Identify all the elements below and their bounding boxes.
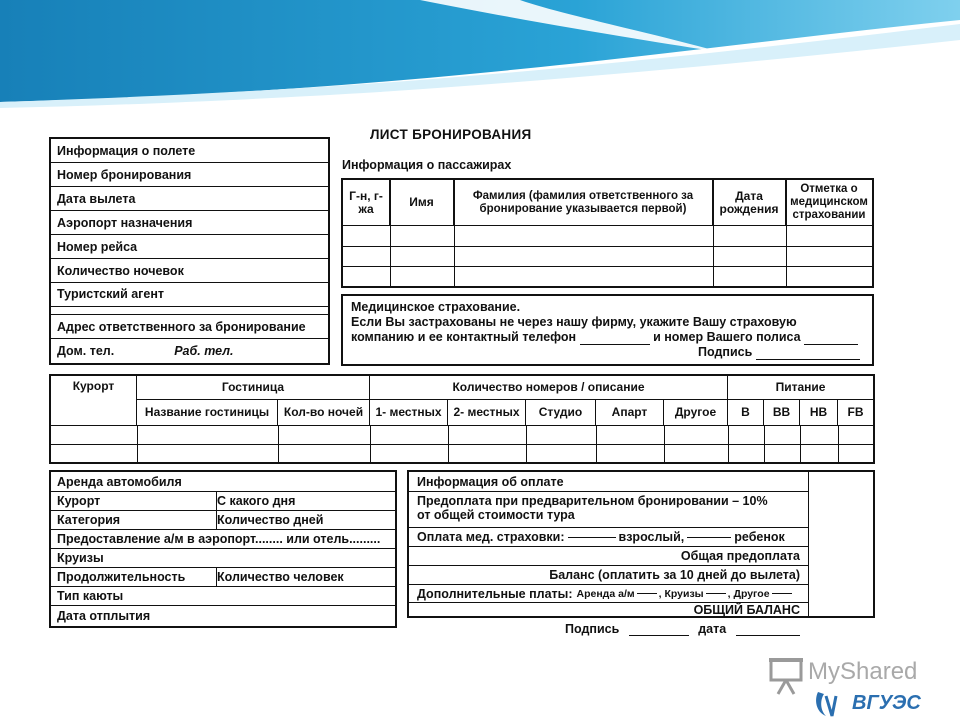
insurance-sign-field[interactable] [756, 359, 860, 360]
payment-heading-cell [409, 472, 809, 492]
insurance-line1: Медицинское страхование. [351, 300, 521, 314]
flight-info-box [49, 137, 330, 365]
travel-agent-row[interactable]: Туристский агент [51, 283, 328, 307]
form-title: ЛИСТ БРОНИРОВАНИЯ [370, 127, 532, 142]
med-payment-cell[interactable] [409, 528, 809, 547]
col-divider [216, 492, 217, 511]
car-heading: Аренда автомобиля [51, 472, 395, 492]
passenger-row-line [343, 246, 872, 247]
meal-b-header: B [728, 400, 764, 426]
col-divider [713, 180, 714, 286]
balance-label: Баланс (оплатить за 10 дней до вылета) [549, 568, 800, 582]
meal-bb-header: BB [764, 400, 800, 426]
booking-number-row[interactable]: Номер бронирования [51, 163, 328, 187]
meal-hb-header: HB [800, 400, 838, 426]
phones-row[interactable] [51, 339, 328, 363]
insurance-policy-label: и номер Вашего полиса [653, 330, 801, 344]
cruises-row[interactable]: Круизы [51, 549, 395, 568]
flight-number-row[interactable]: Номер рейса [51, 235, 328, 259]
rooms-studio-header: Студио [526, 400, 596, 426]
hotel-col-food: Питание [728, 376, 873, 400]
col-divider [526, 426, 527, 462]
hotel-row-line [51, 444, 873, 445]
col-divider [448, 426, 449, 462]
car-from-day-label: С какого дня [217, 494, 296, 508]
med-child-label: ребенок [734, 530, 785, 544]
prepay-cell[interactable] [409, 492, 809, 528]
col-divider [454, 180, 455, 286]
home-phone-label: Дом. тел. [57, 344, 115, 358]
meal-fb-header: FB [838, 400, 873, 426]
total-prepay-cell[interactable] [409, 547, 809, 566]
rooms-double-header: 2- местных [448, 400, 526, 426]
balance-cell[interactable] [409, 566, 809, 585]
col-divider [596, 426, 597, 462]
car-resort-label: Курорт [57, 494, 101, 508]
car-rental-box [49, 470, 397, 628]
insurance-box [341, 294, 874, 366]
col-title: Г-н, г-жа [343, 180, 390, 226]
hotel-nights-header: Кол-во ночей [278, 400, 370, 426]
col-divider [390, 180, 391, 286]
footer-sign-field[interactable] [629, 635, 689, 636]
passengers-heading: Информация о пассажирах [342, 158, 512, 172]
extra-other-field[interactable] [772, 593, 792, 594]
car-category-row[interactable] [51, 511, 395, 530]
col-divider [216, 568, 217, 587]
cruise-duration-row[interactable] [51, 568, 395, 587]
flight-info-row[interactable]: Информация о полете [51, 139, 328, 163]
car-days-label: Количество дней [217, 513, 324, 527]
prepay-line2: от общей стоимости тура [417, 508, 575, 522]
destination-airport-row[interactable]: Аэропорт назначения [51, 211, 328, 235]
hotel-name-header: Название гостиницы [137, 400, 278, 426]
cruise-persons-label: Количество человек [217, 570, 344, 584]
med-payment-label: Оплата мед. страховки: [417, 530, 565, 544]
col-divider [216, 511, 217, 530]
extra-payments-label: Дополнительные платы: [417, 586, 573, 601]
cabin-type-row[interactable]: Тип каюты [51, 587, 395, 606]
insurance-sign-line [351, 345, 864, 360]
payment-box [407, 470, 875, 618]
col-birthdate: Дата рождения [713, 180, 786, 226]
hotel-col-rooms: Количество номеров / описание [370, 376, 728, 400]
presentation-icon [768, 656, 804, 696]
university-logo-text: ВГУЭС [852, 692, 921, 714]
header-wave [0, 0, 960, 110]
med-adult-label: взрослый, [618, 530, 685, 544]
footer-date-label: дата [698, 622, 727, 636]
col-divider [786, 180, 787, 286]
footer-sign-label: Подпись [565, 622, 620, 636]
insurance-sign-label: Подпись [698, 345, 753, 359]
work-phone-label: Раб. тел. [174, 344, 234, 358]
passenger-row-line [343, 266, 872, 267]
med-child-field[interactable] [687, 537, 731, 538]
watermark [768, 652, 948, 718]
car-category-label: Категория [57, 513, 121, 527]
hotel-col-resort: Курорт [51, 376, 137, 426]
departure-date-row[interactable]: Дата вылета [51, 187, 328, 211]
university-logo-icon [812, 690, 852, 718]
total-balance-cell[interactable] [409, 603, 809, 616]
col-divider [370, 426, 371, 462]
cruise-duration-label: Продолжительность [57, 570, 186, 584]
car-provision-row[interactable]: Предоставление а/м в аэропорт........ или отель......... [51, 530, 395, 549]
prepay-line1: Предоплата при предварительном бронировании – 10% [417, 494, 768, 508]
med-adult-field[interactable] [568, 537, 616, 538]
footer-sign-line [565, 622, 800, 636]
col-surname: Фамилия (фамилия ответственного за бронирование указывается первой) [454, 180, 713, 226]
responsible-address-row[interactable]: Адрес ответственного за бронирование [51, 315, 328, 339]
col-divider [137, 426, 138, 462]
payment-heading: Информация об оплате [417, 474, 564, 489]
col-insurance-mark: Отметка о медицинском страховании [786, 180, 872, 226]
extra-car-field[interactable] [637, 593, 657, 594]
footer-date-field[interactable] [736, 635, 800, 636]
car-resort-row[interactable] [51, 492, 395, 511]
extra-payments-cell[interactable] [409, 585, 809, 603]
extra-car-label: Аренда а/м [576, 587, 635, 600]
col-divider [838, 426, 839, 462]
passengers-table [341, 178, 874, 288]
total-balance-label: ОБЩИЙ БАЛАНС [693, 602, 800, 617]
booking-form [44, 112, 890, 642]
extra-cruise-field[interactable] [706, 593, 726, 594]
departure-date-row[interactable]: Дата отплытия [57, 609, 151, 623]
col-divider [728, 426, 729, 462]
hotel-table [49, 374, 875, 464]
col-name: Имя [390, 180, 454, 226]
insurance-line2: Если Вы застрахованы не через нашу фирму, укажите Вашу страховую [351, 315, 797, 329]
watermark-brand: MyShared [808, 658, 918, 685]
insurance-company-field[interactable] [580, 344, 650, 345]
nights-row[interactable]: Количество ночевок [51, 259, 328, 283]
extra-cruise-label: , Круизы [658, 587, 704, 600]
col-divider [664, 426, 665, 462]
insurance-company-label: компанию и ее контактный телефон [351, 330, 577, 344]
col-divider [764, 426, 765, 462]
col-divider [800, 426, 801, 462]
rooms-other-header: Другое [664, 400, 728, 426]
insurance-line3 [351, 330, 864, 345]
rooms-apart-header: Апарт [596, 400, 664, 426]
spacer-row [51, 307, 328, 315]
total-prepay-label: Общая предоплата [680, 549, 800, 563]
hotel-col-hotel: Гостиница [137, 376, 370, 400]
extra-other-label: , Другое [727, 587, 770, 600]
col-divider [278, 426, 279, 462]
rooms-single-header: 1- местных [370, 400, 448, 426]
